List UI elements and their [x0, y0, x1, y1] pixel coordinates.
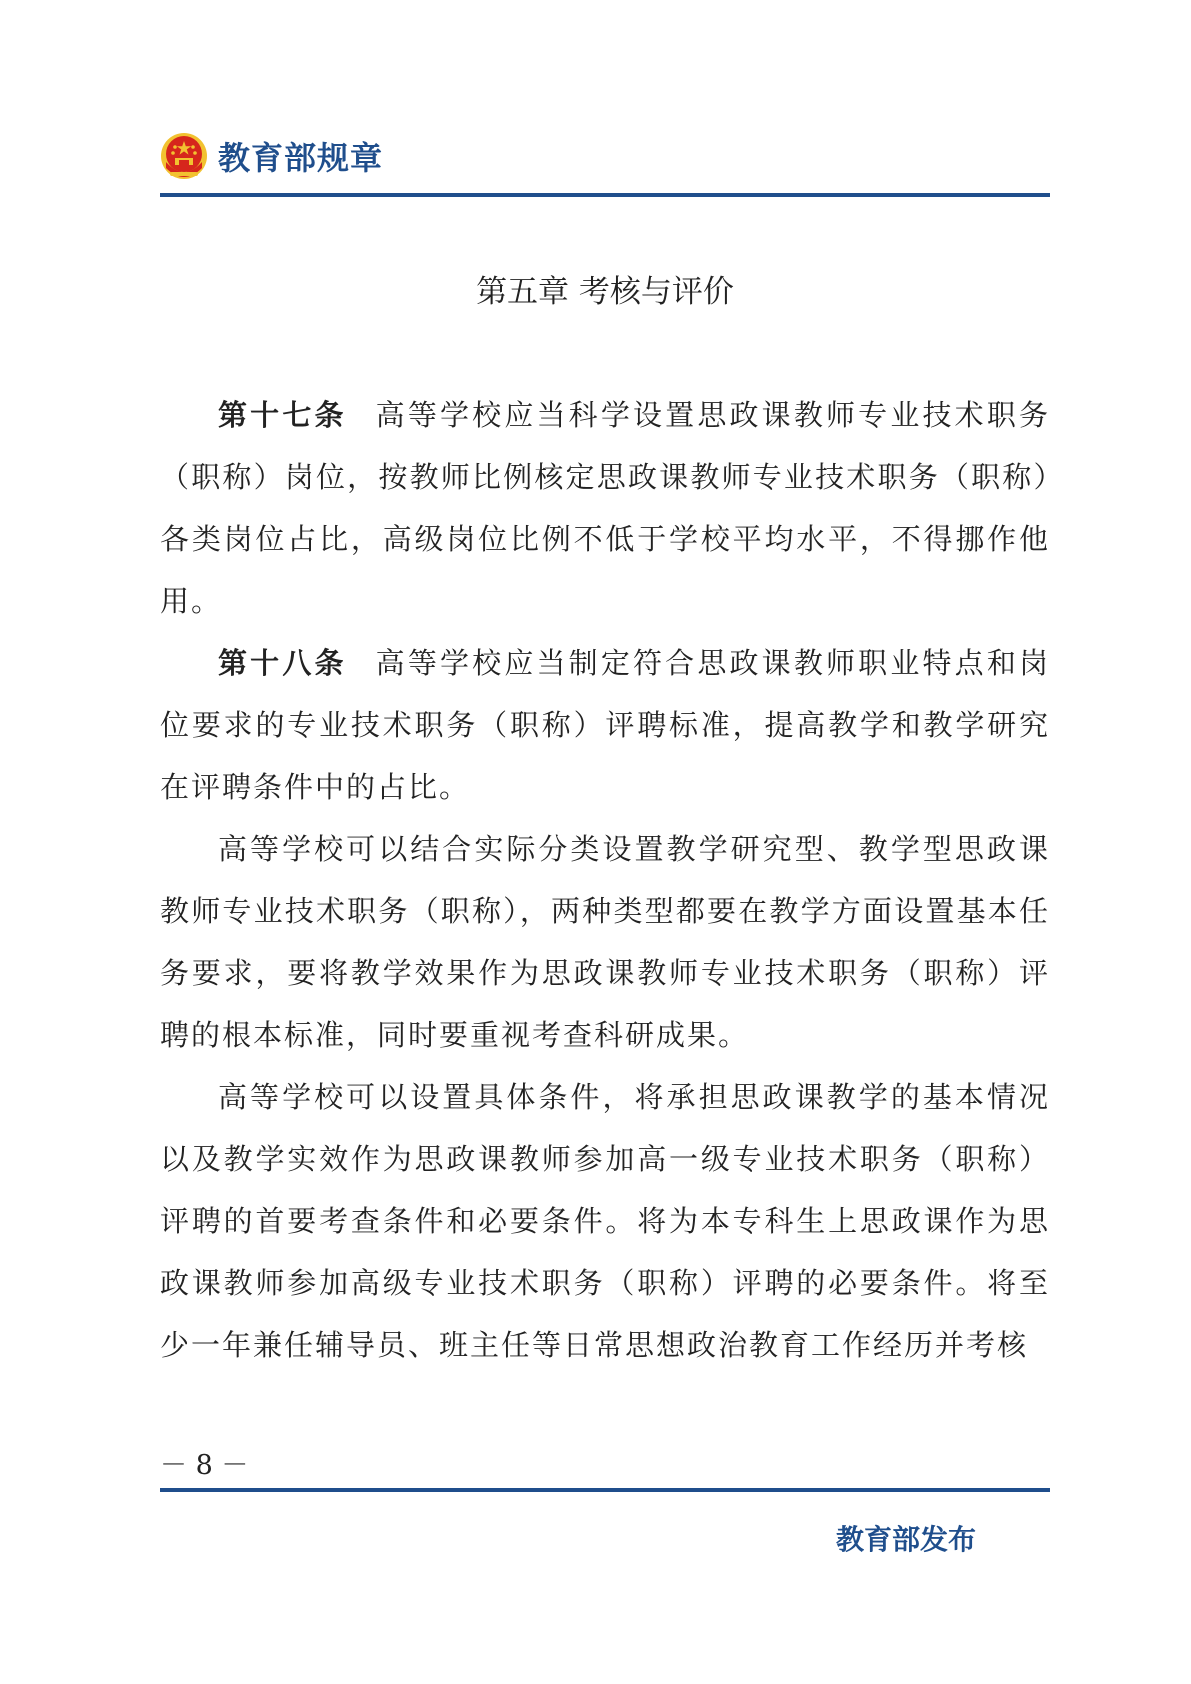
paragraph: 高等学校可以结合实际分类设置教学研究型、教学型思政课教师专业技术职务（职称），两种类型都要在教学方面设置基本任务要求，要将教学效果作为思政课教师专业技术职务（职称）评聘的根本标准，同时要重视考查科研成果。 — [160, 832, 1050, 1052]
article-text: 高等学校应当制定符合思政课教师职业特点和岗位要求的专业技术职务（职称）评聘标准，提高教学和教学研究在评聘条件中的占比。 — [160, 646, 1050, 804]
footer-publisher: 教育部发布 — [835, 1523, 976, 1556]
header-divider — [160, 193, 1050, 197]
article-label: 第十八条 — [218, 646, 347, 680]
national-emblem-icon — [160, 132, 208, 180]
paragraph: 高等学校可以设置具体条件，将承担思政课教学的基本情况以及教学实效作为思政课教师参加高一级专业技术职务（职称）评聘的首要考查条件和必要条件。将为本专科生上思政课作为思政课教师参加高级专业技术职务（职称）评聘的必要条件。将至少一年兼任辅导员、班主任等日常思想政治教育工作经历并考核 — [160, 1080, 1050, 1362]
chapter-title: 第五章 考核与评价 — [476, 274, 734, 310]
article-label: 第十七条 — [218, 398, 347, 432]
document-body — [160, 384, 1050, 1376]
page-number: － 8 － — [160, 1450, 249, 1481]
footer-divider — [160, 1488, 1050, 1492]
article-17 — [160, 384, 1050, 632]
article-18 — [160, 632, 1050, 818]
article-text: 高等学校应当科学设置思政课教师专业技术职务（职称）岗位，按教师比例核定思政课教师专业技术职务（职称）各类岗位占比，高级岗位比例不低于学校平均水平，不得挪作他用。 — [160, 398, 1050, 618]
header-title: 教育部规章 — [218, 139, 384, 177]
document-header — [160, 128, 383, 184]
